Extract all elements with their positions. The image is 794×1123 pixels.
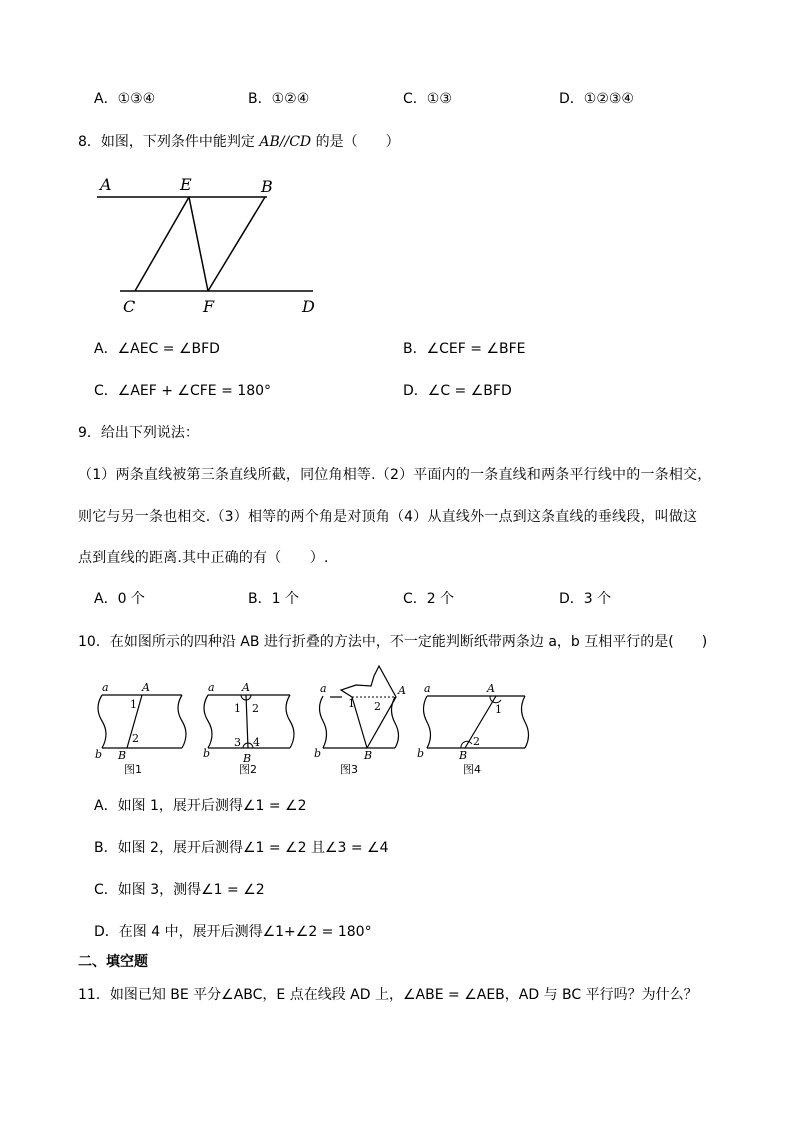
fig3-label-B: B [364,749,373,762]
q7-option-b: B．①②④ [248,91,310,107]
q9-option-c: C．2 个 [403,591,455,607]
q7-option-a: A．①③④ [94,91,156,107]
q10-figure-3 [314,666,406,776]
fig3-label-2: 2 [374,700,381,713]
q8-option-d: D．∠C = ∠BFD [403,383,512,399]
q8-label-d: D [302,297,315,316]
fig3-caption: 图3 [340,763,358,776]
q10-option-d: D．在图 4 中，展开后测得∠1+∠2 = 180° [94,924,372,940]
fig2-label-2: 2 [252,702,259,715]
q11-stem: 11．如图已知 BE 平分∠ABC，E 点在线段 AD 上，∠ABE = ∠AEB，AD 与 BC 平行吗？为什么？ [78,987,698,1003]
fig3-label-A: A [398,684,406,697]
fig1-label-2: 2 [132,732,139,745]
q10-option-b: B．如图 2，展开后测得∠1 = ∠2 且∠3 = ∠4 [94,840,389,856]
fig1-label-1: 1 [130,698,137,711]
fig4-label-A: A [487,682,495,695]
q8-stem-suffix: 的是（ ） [315,134,400,150]
q9-option-a: A．0 个 [94,591,145,607]
q8-label-a: A [100,175,112,194]
fig1-label-a: a [102,681,109,694]
q8-stem-prefix: 8．如图，下列条件中能判定 [78,134,255,150]
fig1-label-B: B [118,749,127,762]
fig1-caption: 图1 [124,763,142,776]
q8-stem-math: AB//CD [259,134,312,150]
q10-figures [90,660,550,782]
fig3-label-1: 1 [348,697,355,710]
q10-option-a: A．如图 1，展开后测得∠1 = ∠2 [94,798,307,814]
fig3-label-a: a [320,682,327,695]
fig2-label-a: a [208,681,215,694]
q8-label-b: B [261,177,273,196]
q9-stem: 9．给出下列说法： [78,425,199,441]
q10-figure-2 [203,681,294,776]
q9-line-2: 则它与另一条也相交.（3）相等的两个角是对顶角（4）从直线外一点到这条直线的垂线段，叫做这 [78,509,698,525]
q9-line-3: 点到直线的距离.其中正确的有（ ）. [78,550,329,566]
fig4-label-1: 1 [495,703,502,716]
fig4-label-a: a [424,682,431,695]
q9-line-1: （1）两条直线被第三条直线所截，同位角相等.（2）平面内的一条直线和两条平行线中的一条相交， [78,467,712,483]
q7-option-c: C．①③ [403,91,452,107]
section-title: 二、填空题 [78,954,148,970]
fig1-label-b: b [95,748,103,761]
fig2-label-A: A [242,681,250,694]
fig4-label-2: 2 [473,735,480,748]
fig2-label-3: 3 [234,736,241,749]
fig4-label-B: B [459,749,468,762]
fig2-label-1: 1 [234,702,241,715]
fig2-caption: 图2 [239,763,257,776]
q7-option-d: D．①②③④ [559,91,634,107]
fig4-label-b: b [417,747,425,760]
q8-stem [78,131,400,151]
q10-figure-1 [95,681,186,776]
q8-label-f: F [203,297,215,316]
fig1-label-A: A [142,681,150,694]
fig2-label-b: b [203,747,211,760]
fig4-caption: 图4 [463,763,481,776]
q9-option-d: D．3 个 [559,591,612,607]
q8-option-b: B．∠CEF = ∠BFE [403,341,526,357]
q10-option-c: C．如图 3，测得∠1 = ∠2 [94,882,265,898]
fig3-label-b: b [314,747,322,760]
q10-figure-4 [417,682,529,776]
fig2-label-4: 4 [253,736,260,749]
q10-stem: 10．在如图所示的四种沿 AB 进行折叠的方法中，不一定能判断纸带两条边 a，b 互相平行的是( ) [78,634,708,650]
q8-option-c: C．∠AEF + ∠CFE = 180° [94,383,272,399]
q8-figure [90,170,330,320]
q8-label-e: E [180,175,192,194]
q9-option-b: B．1 个 [248,591,299,607]
q8-option-a: A．∠AEC = ∠BFD [94,341,220,357]
fig2-label-B: B [243,752,252,765]
q8-label-c: C [123,297,136,316]
